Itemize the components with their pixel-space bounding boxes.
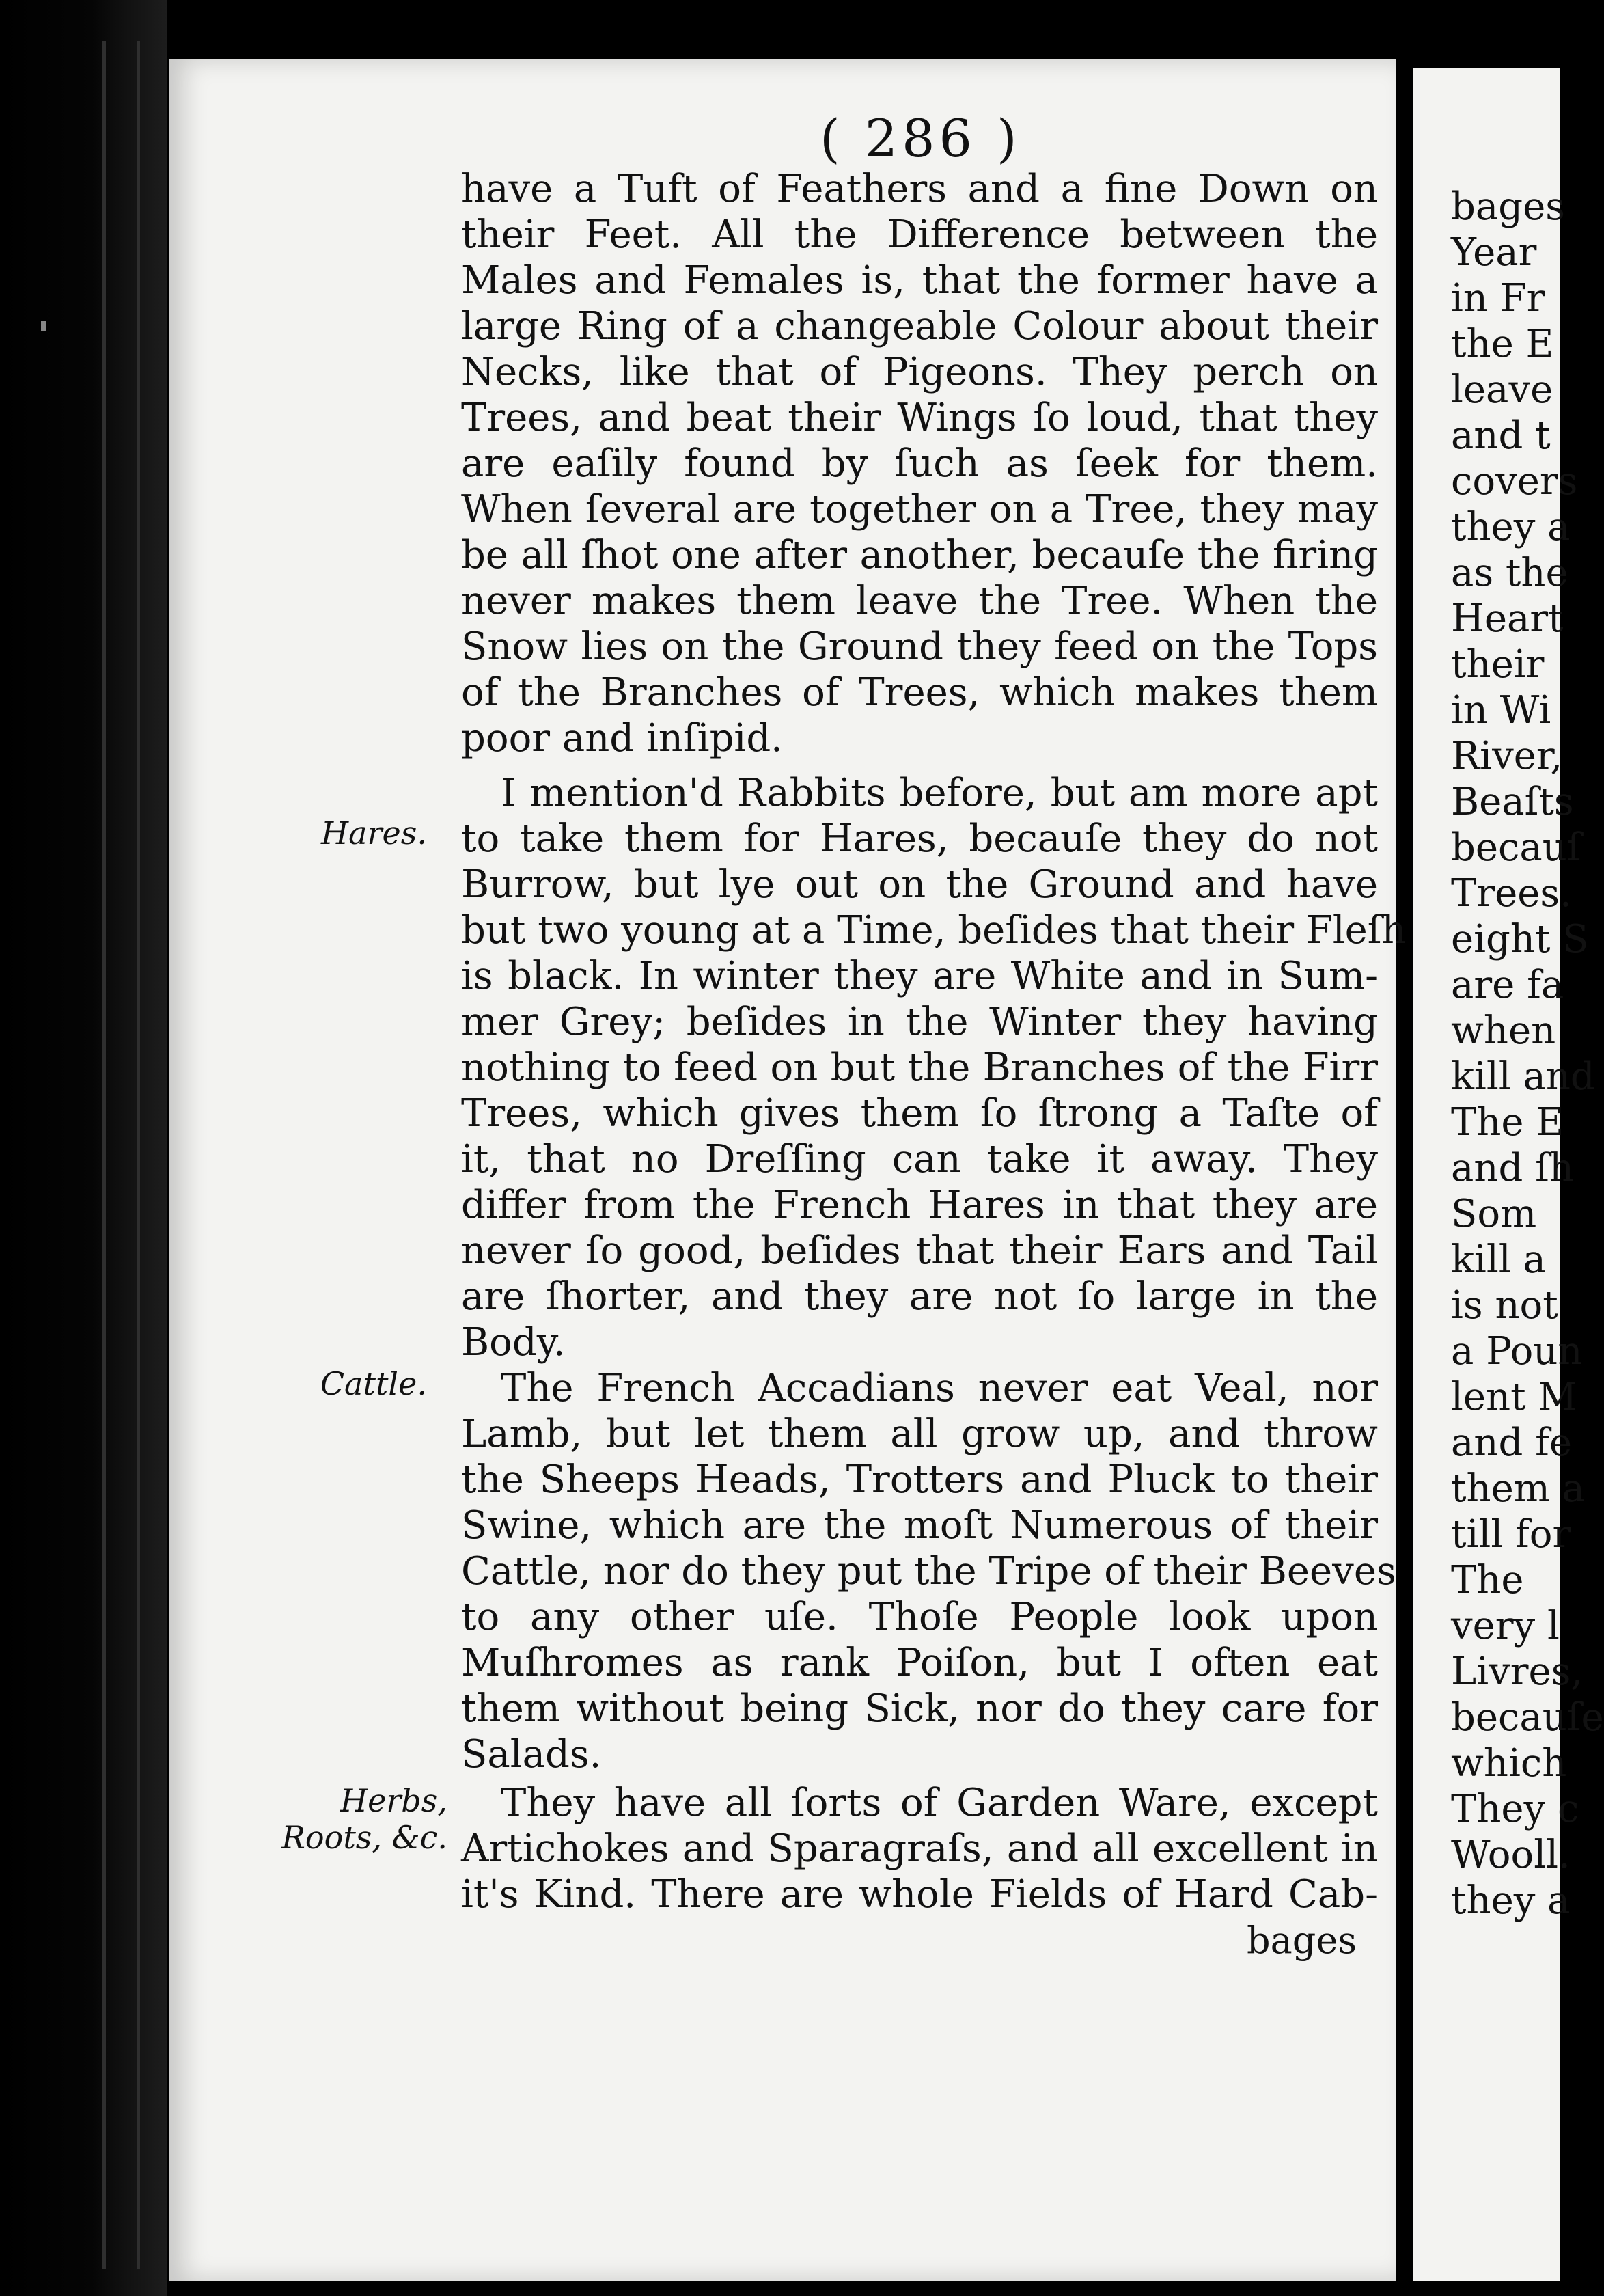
facing-page-fragment: are fa	[1451, 963, 1564, 1007]
text-line: Trees, and beat their Wings ſo loud, that they	[461, 396, 1378, 440]
text-line: are ſhorter, and they are not ſo large in the	[461, 1274, 1378, 1319]
text-line: Burrow, but lye out on the Ground and have	[461, 862, 1378, 907]
facing-page-fragment: bages	[1451, 184, 1565, 229]
text-line: Males and Females is, that the former have a	[461, 258, 1378, 303]
facing-page-fragment: when	[1451, 1009, 1556, 1053]
facing-page-fragment: Year	[1451, 230, 1537, 275]
text-line: are eaſily found by ſuch as ſeek for them.	[461, 441, 1378, 486]
gutter-mark	[41, 321, 46, 331]
text-line: They have all ſorts of Garden Ware, except	[501, 1781, 1378, 1825]
text-line: them without being Sick, nor do they care for	[461, 1686, 1378, 1731]
facing-page-fragment: and fe	[1451, 1421, 1572, 1465]
text-line: the Sheeps Heads, Trotters and Pluck to their	[461, 1458, 1378, 1502]
facing-page-fragment: a Poun	[1451, 1329, 1583, 1374]
text-line: of the Branches of Trees, which makes them	[461, 670, 1378, 715]
marginal-note-herbs: Herbs, Roots, &c.	[281, 1782, 447, 1856]
text-line: but two young at a Time, beſides that their Fleſh	[461, 908, 1407, 953]
facing-page-fragment: Wooll.	[1451, 1833, 1571, 1877]
facing-page-fragment: The	[1451, 1558, 1524, 1602]
marginal-note-cattle: Cattle.	[320, 1365, 427, 1402]
facing-page-fragment: and t	[1451, 413, 1551, 458]
text-line: Salads.	[461, 1732, 602, 1777]
text-line: is black. In winter they are White and in Sum-	[461, 954, 1378, 998]
facing-page-fragment: River,	[1451, 734, 1563, 778]
facing-page-fragment: they a	[1451, 1878, 1571, 1923]
text-line: Artichokes and Sparagraſs, and all excellent in	[461, 1827, 1378, 1871]
facing-page-fragment: kill and	[1451, 1054, 1595, 1099]
facing-page-fragment: and ſh	[1451, 1146, 1574, 1190]
text-line: The French Accadians never eat Veal, nor	[501, 1366, 1378, 1410]
facing-page-fragment: the E	[1451, 322, 1554, 366]
facing-page-fragment: is not	[1451, 1283, 1558, 1328]
facing-page-fragment: covers	[1451, 459, 1578, 504]
text-line: Swine, which are the moſt Numerous of their	[461, 1503, 1378, 1548]
text-line: When ſeveral are together on a Tree, they may	[461, 487, 1378, 532]
text-line: Body.	[461, 1320, 566, 1365]
facing-page-fragment: They c	[1451, 1787, 1579, 1831]
text-line: nothing to feed on but the Branches of the Firr	[461, 1046, 1378, 1090]
facing-page-fragment: their	[1451, 642, 1545, 687]
facing-page-fragment: which	[1451, 1741, 1567, 1786]
text-line: have a Tuft of Feathers and a fine Down on	[461, 167, 1378, 211]
text-line: their Feet. All the Difference between the	[461, 213, 1378, 257]
catchword: bages	[1247, 1919, 1357, 1962]
facing-page-fragment: very l	[1451, 1604, 1560, 1648]
facing-page-fragment: they a	[1451, 505, 1571, 549]
facing-page-fragment: kill a	[1451, 1238, 1546, 1282]
text-line: Necks, like that of Pigeons. They perch on	[461, 350, 1378, 394]
text-line: Muſhromes as rank Poiſon, but I often eat	[461, 1641, 1378, 1685]
book-binding	[0, 0, 167, 2296]
facing-page-fragment: in Fr	[1451, 276, 1545, 320]
facing-page-fragment: as the	[1451, 551, 1568, 595]
text-line: Cattle, nor do they put the Tripe of their Beeves	[461, 1549, 1396, 1594]
text-line: never ſo good, beſides that their Ears and Tail	[461, 1229, 1378, 1273]
facing-page-fragment: Beaſts	[1451, 780, 1574, 824]
binding-edge	[137, 41, 140, 2269]
text-line: never makes them leave the Tree. When the	[461, 579, 1378, 623]
page-number: ( 286 )	[820, 108, 1021, 169]
text-line: I mention'd Rabbits before, but am more apt	[501, 771, 1378, 815]
text-line: be all ſhot one after another, becauſe the firing	[461, 533, 1378, 577]
text-line: to take them for Hares, becauſe they do not	[461, 817, 1378, 861]
facing-page-fragment: Heart	[1451, 597, 1564, 641]
text-line: differ from the French Hares in that they are	[461, 1183, 1378, 1227]
text-line: it's Kind. There are whole Fields of Hard Cab-	[461, 1872, 1378, 1917]
facing-page-fragment: in Wi	[1451, 688, 1551, 733]
facing-page-fragment: becauſe	[1451, 1695, 1604, 1740]
text-line: Lamb, but let them all grow up, and throw	[461, 1412, 1378, 1456]
facing-page-fragment: lent M	[1451, 1375, 1577, 1419]
facing-page-fragment: becauſ	[1451, 825, 1581, 870]
facing-page-fragment: The E	[1451, 1100, 1564, 1145]
facing-page-fragment: eight S	[1451, 917, 1589, 961]
marginal-note-hares: Hares.	[321, 815, 427, 851]
facing-page-fragment: leave	[1451, 368, 1553, 412]
facing-page-fragment: Livres,	[1451, 1650, 1584, 1694]
text-line: it, that no Dreſſing can take it away. They	[461, 1137, 1378, 1181]
text-line: to any other uſe. Thoſe People look upon	[461, 1595, 1378, 1639]
facing-page-fragment: them a	[1451, 1466, 1585, 1511]
text-line: poor and inſipid.	[461, 716, 783, 761]
text-line: Snow lies on the Ground they feed on the Tops	[461, 625, 1378, 669]
facing-page-fragment: Trees.	[1451, 871, 1572, 916]
text-line: Trees, which gives them ſo ſtrong a Taſte of	[461, 1091, 1378, 1136]
facing-page-fragment: Som	[1451, 1192, 1537, 1236]
text-line: mer Grey; beſides in the Winter they having	[461, 1000, 1378, 1044]
text-line: large Ring of a changeable Colour about their	[461, 304, 1378, 348]
binding-edge	[102, 41, 106, 2269]
facing-page-fragment: till for	[1451, 1512, 1571, 1557]
